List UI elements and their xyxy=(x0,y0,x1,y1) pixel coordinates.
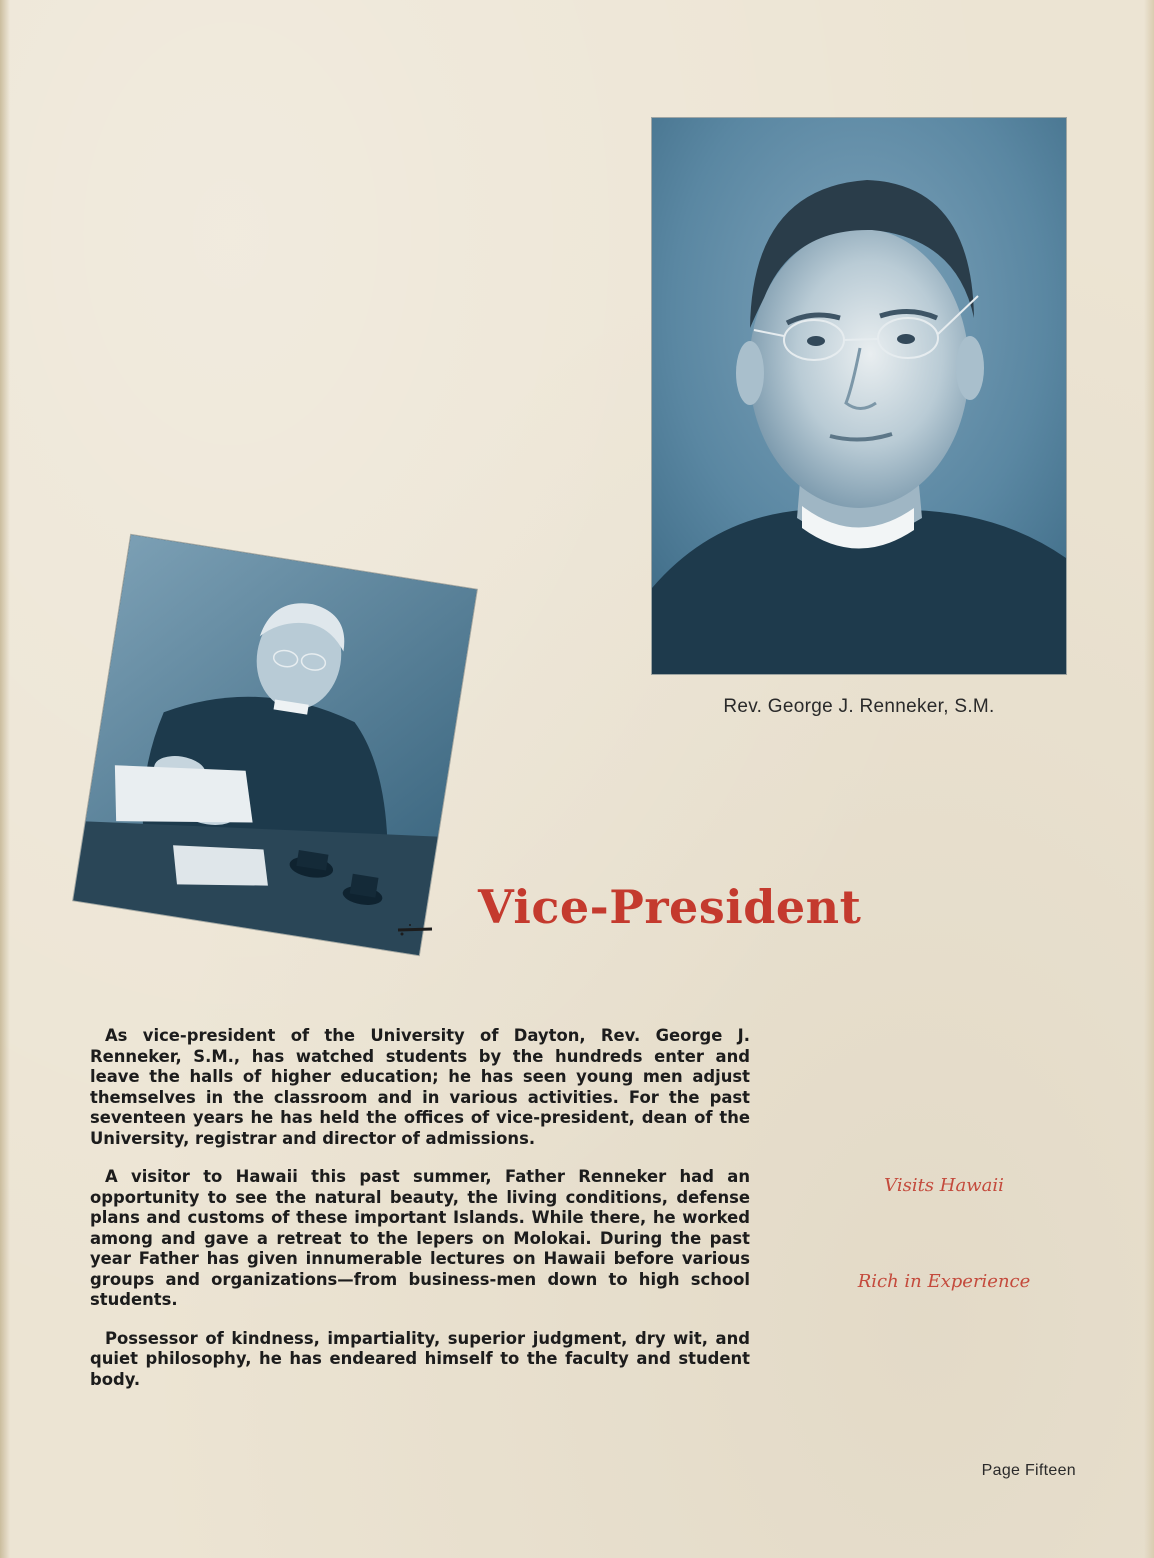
paper-edge-right xyxy=(1144,0,1154,1558)
paragraph-2: A visitor to Hawaii this past summer, Father Renneker had an opportunity to see the natural beauty, the living conditions, defense plans and customs of these important Islands. While there, he worked among and gave a retreat to the lepers on Molokai. During the past year Father has given innumerable lectures on Hawaii before various groups and organizations—from business-men down to high school students. xyxy=(90,1167,750,1309)
paragraph-1: As vice-president of the University of Dayton, Rev. George J. Renneker, S.M., has watched students by the hundreds enter and leave the halls of higher education; he has seen young men adjust themselves in the classroom and in various activities. For the past seventeen years he has held the offices of vice-president, dean of the University, registrar and director of admissions. xyxy=(90,1026,750,1148)
portrait-caption: Rev. George J. Renneker, S.M. xyxy=(723,696,995,717)
margin-note-visits-hawaii: Visits Hawaii xyxy=(884,1175,1004,1196)
paper-edge-left xyxy=(0,0,10,1558)
ink-mark xyxy=(396,922,438,938)
article-body xyxy=(90,1026,750,1408)
paragraph-3: Possessor of kindness, impartiality, superior judgment, dry wit, and quiet philosophy, he has endeared himself to the faculty and student body. xyxy=(90,1328,750,1389)
section-heading: Vice-President xyxy=(478,880,862,934)
desk-photo xyxy=(73,535,477,955)
portrait-photo xyxy=(652,118,1066,674)
margin-note-rich-in-experience: Rich in Experience xyxy=(857,1271,1031,1292)
page-number: Page Fifteen xyxy=(981,1462,1076,1479)
